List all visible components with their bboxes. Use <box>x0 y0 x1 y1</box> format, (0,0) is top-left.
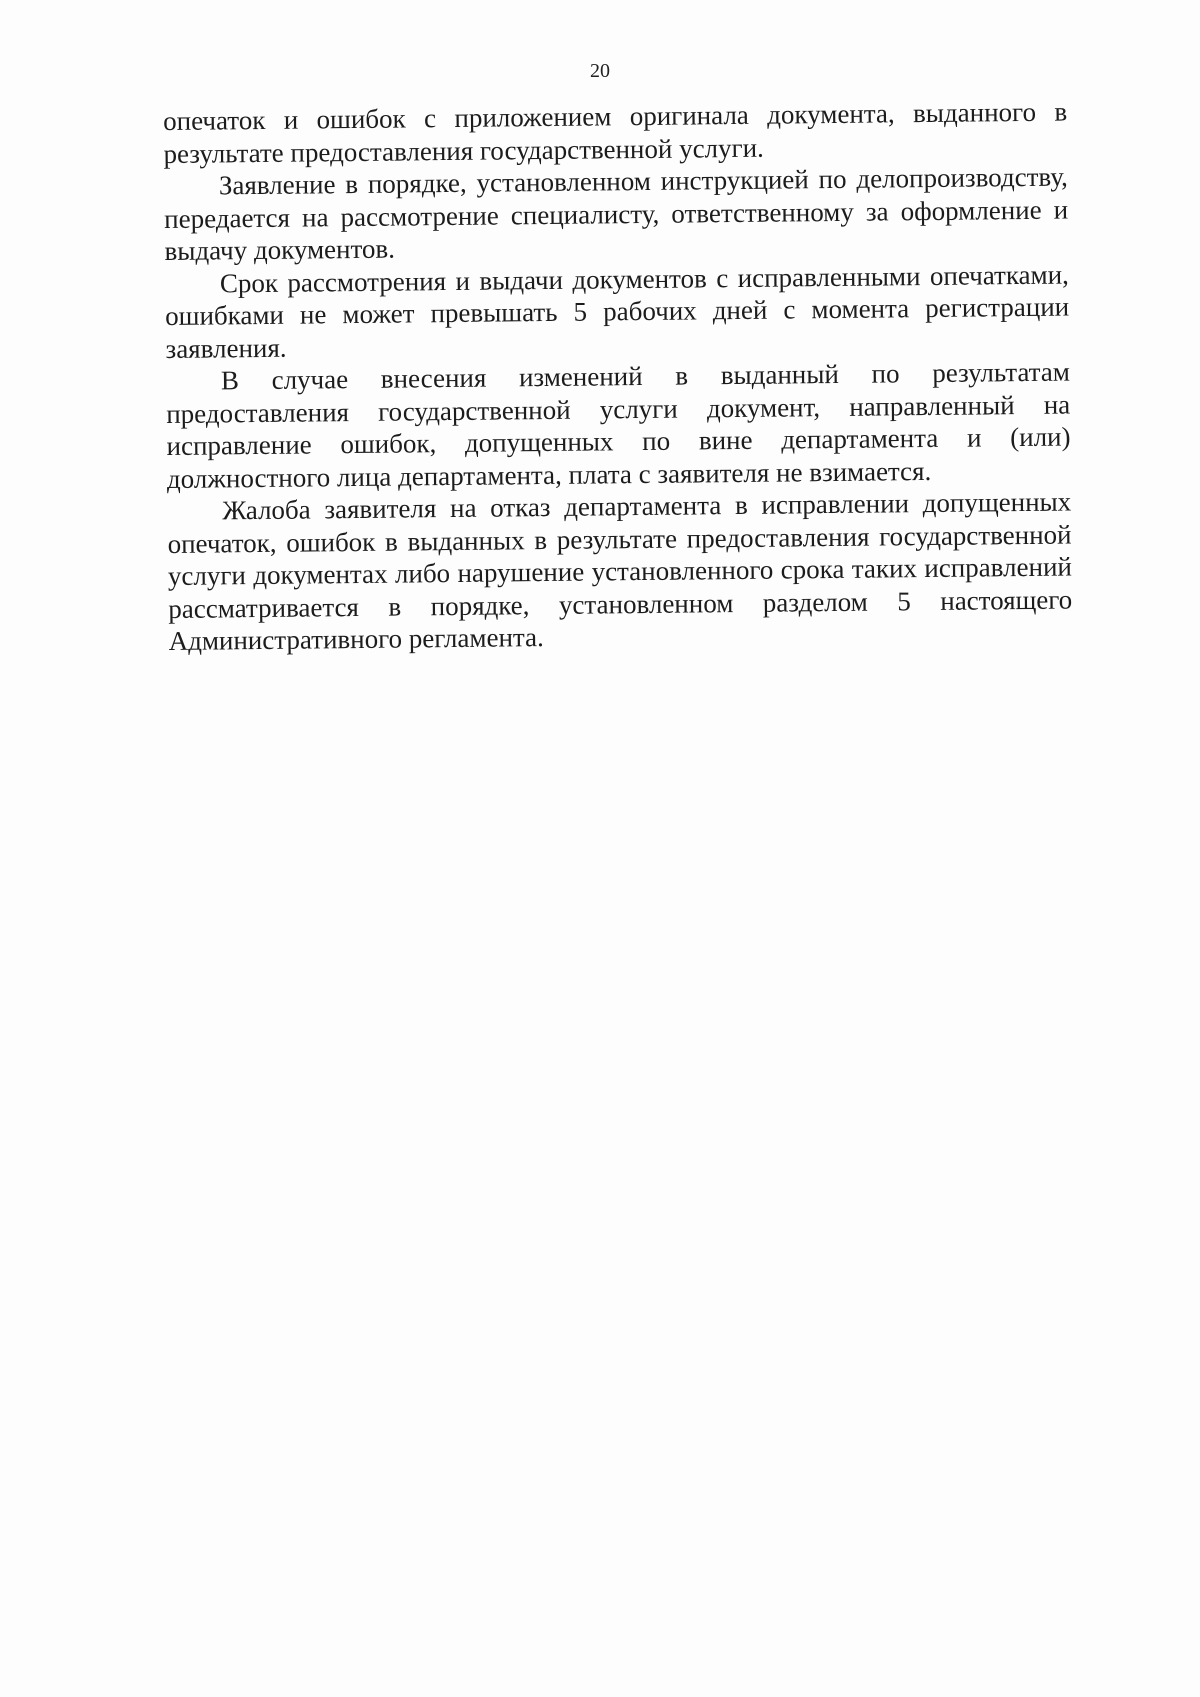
paragraph-review-deadline: Срок рассмотрения и выдачи документов с исправленными опечатками, ошибками не может превышать 5 рабочих дней с момента регистрации заявления. <box>165 259 1070 364</box>
paragraph-no-fee: В случае внесения изменений в выданный по результатам предоставления государственной услуги документ, направленный на исправление ошибок, допущенных по вине департамента и (или) должностного лица департамента, плата с заявителя не взимается. <box>166 356 1071 494</box>
paragraph-application-transfer: Заявление в порядке, установленном инструкцией по делопроизводству, передается на рассмотрение специалисту, ответственному за оформление и выдачу документов. <box>164 161 1069 266</box>
paragraph-complaint: Жалоба заявителя на отказ департамента в исправлении допущенных опечаток, ошибок в выданных в результате предоставления государственной услуги документах либо нарушение установленного срока таких исправлений рассматривается в порядке, установленном разделом 5 настоящего Административного регламента. <box>167 486 1073 656</box>
document-body <box>163 96 1073 658</box>
paragraph-continuation: опечаток и ошибок с приложением оригинала документа, выданного в результате предоставления государственной услуги. <box>163 96 1068 169</box>
page-number: 20 <box>590 60 610 82</box>
